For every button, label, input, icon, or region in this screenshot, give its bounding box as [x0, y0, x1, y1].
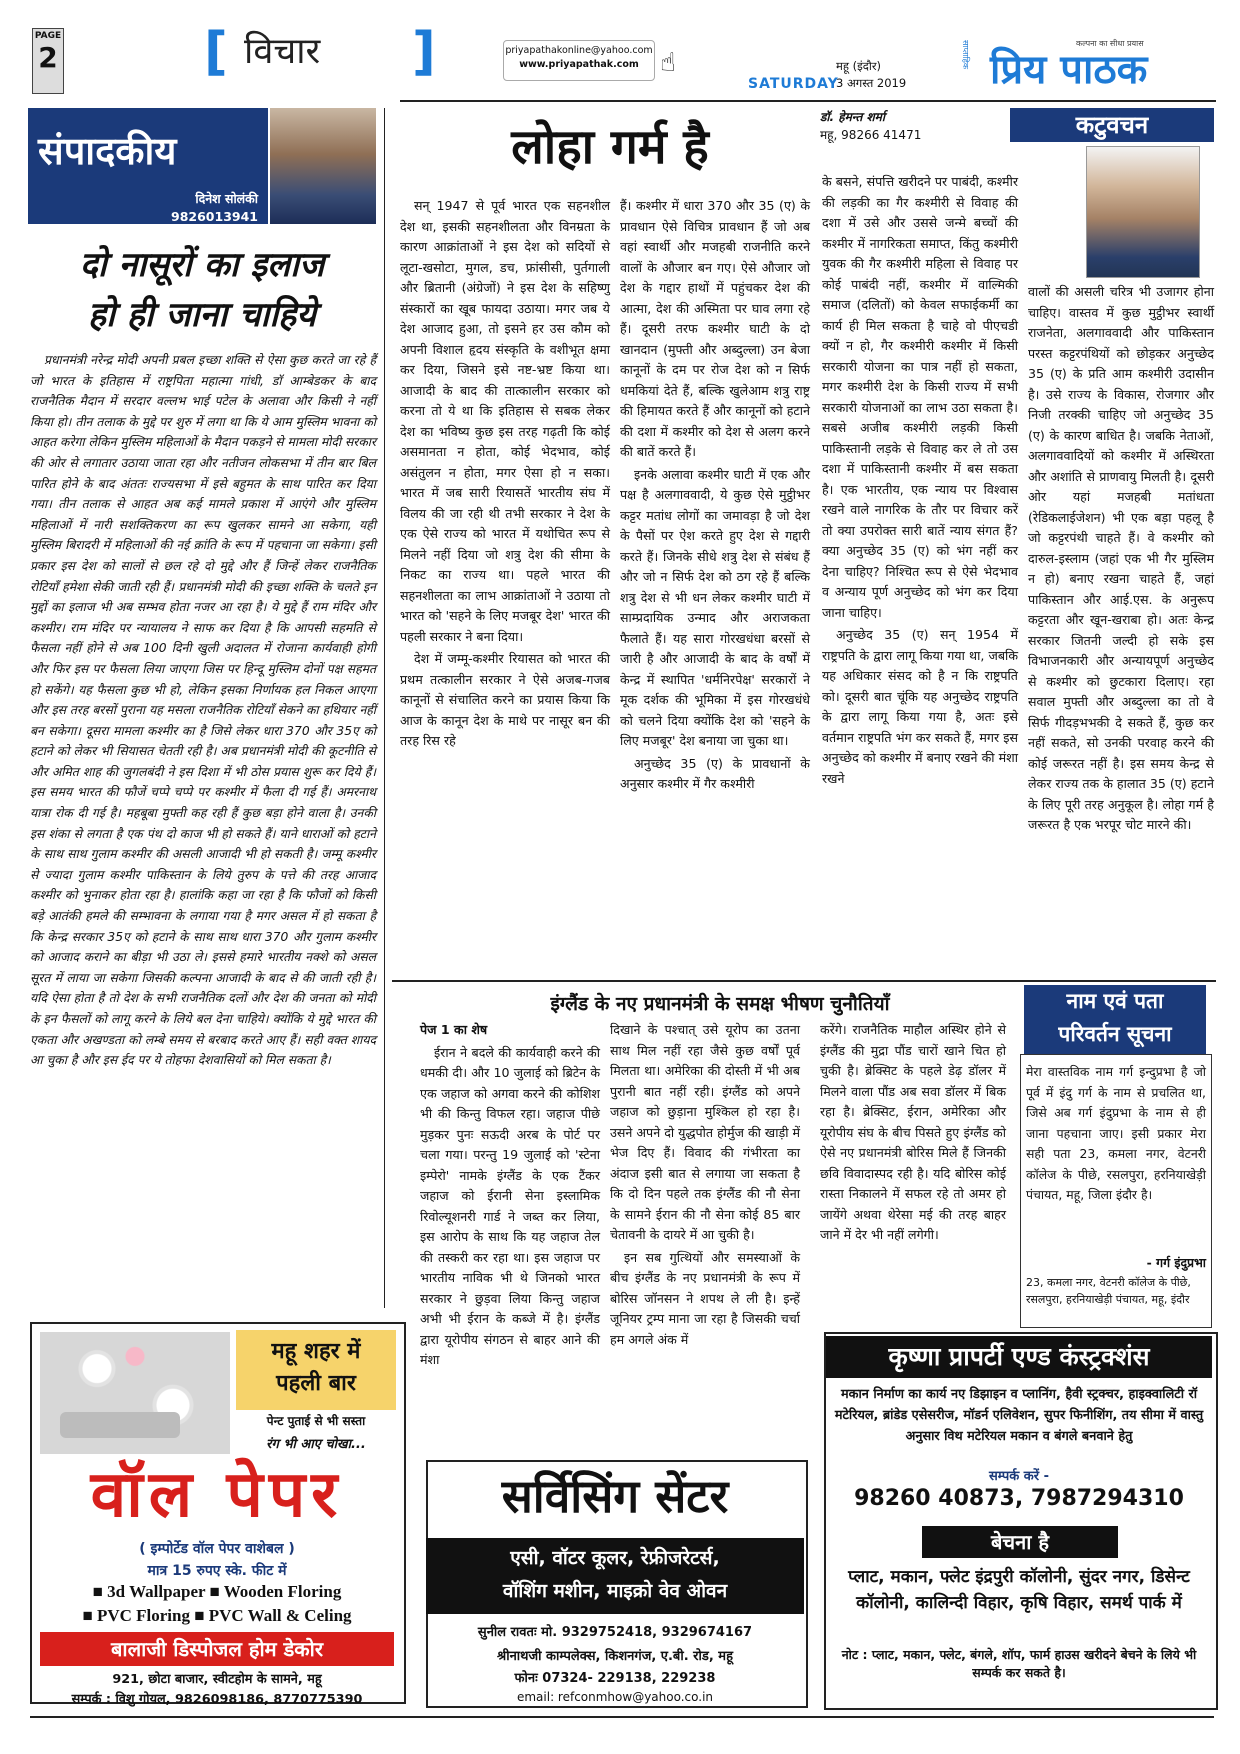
krishna-phone: 98260 40873, 7987294310 [854, 1486, 1184, 1511]
name-change-body [1026, 1062, 1206, 1252]
krishna-sell-label: बेचना है [922, 1526, 1118, 1558]
katuvachan-author-block [820, 108, 921, 144]
editorial-label: संपादकीय [38, 129, 177, 173]
katuvachan-col4 [1028, 282, 1214, 978]
contact-box [503, 40, 655, 81]
name-change-signature: - गर्ग इंदुप्रभा [1146, 1255, 1206, 1270]
england-col1 [420, 1020, 600, 1367]
england-col2-para1: दिखाने के पश्चात् उसे यूरोप का उतना साथ मिल नहीं रहा जैसे कुछ वर्षों पूर्व मिलता था। अमेरिका की दोस्ती में भी अब पुरानी बात नहीं रही। इंग्लैंड को अपने जहाज को छुड़ाना मुश्किल हो रहा है। उसने अपने दो युद्धपोत होर्मुज की खाड़ी में भेज दिए हैं। विवाद की गंभीरता का अंदाज इसी बात से लगाया जा सकता है कि दो दिन पहले तक इंग्लैंड की नौ सेना के सामने ईरान की नौ सेना कोई 85 बार चेतावनी के दायरे में आ चुकी है। [610, 1022, 800, 1242]
name-change-text: मेरा वास्तविक नाम गर्ग इन्दुप्रभा है जो पूर्व में इंदु गर्ग के नाम से प्रचलित था, जिसे अब गर्ग इंदुप्रभा के नाम से ही जाना पहचाना जाए। इसी प्रकार मेरा सही पता 23, कमला नगर, वेटनरी कॉलेज के पीछे, रसलपुरा, हरनियाखेड़ी पंचायत, महू, जिला इंदौर है। [1026, 1064, 1206, 1202]
name-change-address: 23, कमला नगर, वेटनरी कॉलेज के पीछे, रसलपुरा, हरनियाखेड़ी पंचायत, महू, इंदौर [1026, 1276, 1191, 1306]
wallpaper-ad-sub [38, 1538, 396, 1582]
page-number-box [32, 28, 64, 94]
section-bracket-right: ] [412, 22, 436, 82]
issue-day: SATURDAY [748, 76, 839, 92]
section-title: विचार [244, 31, 321, 72]
england-col2 [610, 1020, 800, 1347]
page-label: PAGE [34, 31, 62, 41]
wallpaper-list1: ■ 3d Wallpaper ■ Wooden Floring [92, 1582, 342, 1601]
wallpaper-list2: ■ PVC Floring ■ PVC Wall & Celing [82, 1606, 352, 1625]
katuvachan-contact: महू, 98266 41471 [820, 128, 922, 142]
katuvachan-col3 [822, 172, 1018, 978]
page-number: 2 [38, 41, 58, 74]
servicing-email[interactable]: email: refconmhow@yahoo.co.in [516, 1690, 714, 1704]
dateline [836, 58, 906, 92]
pointer-hand-icon: ☝ [660, 48, 676, 78]
servicing-contact: सुनील रावतः मो. 9329752418, 9329674167 [477, 1625, 753, 1640]
editorial-title [28, 240, 376, 340]
mid-rule [392, 980, 1216, 982]
servicing-services [426, 1538, 804, 1614]
editorial-title-line2: हो ही जाना चाहिये [88, 295, 316, 335]
issue-date: 3 अगस्त 2019 [836, 76, 907, 90]
katuvachan-col3-para1: के बसने, संपत्ति खरीदने पर पाबंदी, कश्मीर की लड़की का गैर कश्मीरी से विवाह की दशा में उसे और उससे जन्मे बच्चों की कश्मीर में नागरिकता समाप्त, किंतु कश्मीरी युवक की गैर कश्मीरी महिला से विवाह पर कोई पाबंदी नहीं, कश्मीर में वाल्मिकी समाज (दलितों) को केवल सफाईकर्मी का कार्य ही मिल सकता है चाहे वो पीएचडी क्यों न हो, गैर कश्मीरी कश्मीर में किसी सरकारी योजना का पात्र नहीं हो सकता, मगर कश्मीरी देश के किसी राज्य में सभी सरकारी योजनाओं का लाभ उठा सकता है। सबसे अजीब कश्मीरी लड़की किसी पाकिस्तानी लड़के से विवाह कर ले तो उस दशा में पाकिस्तानी कश्मीर में बस सकता है। एक भारतीय, एक न्याय पर विश्वास रखने वाले नागरिक के तौर पर विचार करें तो क्या उपरोक्त सारी बातें न्याय संगत हैं? क्या अनुच्छेद 35 (ए) को भंग नहीं कर देना चाहिए? निश्चित रूप से ऐसे भेदभाव व अन्याय पूर्ण अनुच्छेद को भंग कर दिया जाना चाहिए। [822, 174, 1018, 620]
name-change-title-line1: नाम एवं पता [1066, 989, 1164, 1013]
header-rule [400, 100, 1216, 102]
masthead-tagline: कल्पना का सीधा प्रयास [1076, 39, 1144, 48]
wallpaper-headline-line1: महू शहर में [271, 1339, 361, 1364]
editorial-author: दिनेश सोलंकी [195, 191, 258, 206]
main-col2-para2: इनके अलावा कश्मीर घाटी में एक और पक्ष है अलगाववादी, ये कुछ ऐसे मुट्ठीभर कट्टर मतांध लोगों का जमावड़ा है जो देश के पैसों पर ऐश करते हुए देश से गद्दारी करते हैं। जिनके सीधे शत्रु देश से संबंध हैं और जो न सिर्फ देश को ठग रहे हैं बल्कि शत्रु देश से भी धन लेकर कश्मीर घाटी में साम्प्रदायिक उन्माद और अराजकता फैलाते हैं। यह सारा गोरखधंधा बरसों से जारी है और आजादी के बाद के वर्षों में केन्द्र में स्थापित 'धर्मनिरपेक्ष' सरकारों ने मूक दर्शक की भूमिका में इस गोरखधंधे को चलने दिया क्योंकि देश को 'सहने के लिए मजबूर' देश बनाया जा चुका था। [620, 466, 810, 748]
wallpaper-contact: सम्पर्क : विशु गोयल, 9826098186, 8770775390 [71, 1692, 363, 1707]
wallpaper-sub1: ( इम्पोर्टेड वॉल पेपर वाशेबल ) [139, 1541, 295, 1557]
katuvachan-author: डॉ. हेमन्त शर्मा [820, 110, 885, 124]
main-col1-para1: सन् 1947 से पूर्व भारत एक सहनशील देश था, इसकी सहनशीलता और विनम्रता के कारण आक्रांताओं ने इस देश को सदियों से लूटा-खसोटा, मुगल, डच, फ्रांसीसी, पुर्तगाली और ब्रितानी (अंग्रेजों) ने इस देश के सहिष्णु संस्कारों का खूब फायदा उठाया। मगर जब ये देश आजाद हुआ, तो इसने हर उस कौम को अपनी विशाल हृदय संस्कृति के वशीभूत क्षमा कर दिया, जिसने इसे नष्ट-भ्रष्ट किया था। आजादी के बाद की तात्कालीन सरकार को करना तो ये था कि इतिहास से सबक लेकर देश का भविष्य कुछ इस तरह गढ़ती कि कोई असमानता न होता, कोई भेदभाव, कोई असंतुलन न होता, मगर ऐसा हो न सका। भारत में जब सारी रियासतें भारतीय संघ में विलय की जा रही थी तभी सरकार ने देश के एक ऐसे राज्य को भारत में यथोचित रूप से मिलने नहीं दिया जो शत्रु देश की सीमा के निकट का राज्य था। पहले भारत की सहनशीलता का लाभ आक्रांताओं ने उठाया तो भारत को 'सहने के लिए मजबूर देश' भारत की पहली सरकार ने बना दिया। [400, 198, 610, 644]
masthead-logo: प्रिय पाठक [990, 47, 1148, 93]
columnist-photo [1086, 146, 1200, 278]
england-col1-para: ईरान ने बदले की कार्यवाही करने की धमकी दी। और 10 जुलाई को ब्रिटेन के एक जहाज को अगवा करने की कोशिश भी की किन्तु विफल रहा। जहाज पीछे मुड़कर पुनः सऊदी अरब के पोर्ट पर चला गया। परन्तु 19 जुलाई को 'स्टेना इम्पेरो' नामके इंग्लैंड के एक टैंकर जहाज को ईरानी सेना इस्लामिक रिवोल्यूशनरी गार्ड ने जब्त कर लिया, इस आरोप के साथ कि यह जहाज तेल की तस्करी कर रहा था। इस जहाज पर भारतीय नाविक भी थे जिनको भारत सरकार ने छुड़वा लिया किन्तु जहाज अभी भी ईरान के कब्जे में है। इंग्लैंड द्वारा यूरोपीय संगठन से बाहर आने की मंशा [420, 1044, 600, 1367]
katuvachan-header: कटुवचन [1010, 108, 1214, 142]
footer-rule [30, 1716, 1214, 1718]
wallpaper-tag1: पेन्ट पुताई से भी सस्ता [266, 1414, 366, 1428]
krishna-contact-label: सम्पर्क करें - [988, 1469, 1050, 1484]
editorial-header [28, 108, 268, 224]
wallpaper-address: 921, छोटा बाजार, स्वीटहोम के सामने, महू [112, 1672, 322, 1687]
main-col1-para2: देश में जम्मू-कश्मीर रियासत को भारत की प्रथम तत्कालीन सरकार ने ऐसे अजब-गजब कानूनों से संचालित करने का प्रयास किया कि आज के कानून देश के माथे पर नासूर बन की तरह रिस रहे [400, 651, 610, 748]
england-col3 [820, 1020, 1006, 1310]
header-website[interactable]: www.priyapathak.com [519, 59, 639, 70]
wallpaper-headline-line2: पहली बार [276, 1371, 356, 1396]
krishna-body: मकान निर्माण का कार्य नए डिझाइन व प्लानिंग, हैवी स्ट्रक्चर, हाइक्वालिटी रॉ मटेरियल, ब्रांडेड एसेसरीज, मॉडर्न एलिवेशन, सुपर फिनीशिंग, तय सीमा में वास्तु अनुसार विथ मटेरियल मकान व बंगले बनवाने हेतु [834, 1387, 1204, 1444]
column-rule-1 [384, 108, 385, 1308]
krishna-sell-list: प्लाट, मकान, फ्लेट इंद्रपुरी कॉलोनी, सुंदर नगर, डिसेन्ट कॉलोनी, कालिन्दी विहार, कृषि विहार, समर्थ पार्क में [848, 1567, 1190, 1613]
main-col2-para3: अनुच्छेद 35 (ए) के प्रावधानों के अनुसार कश्मीर में गैर कश्मीरी [620, 755, 810, 791]
main-article-col2 [620, 196, 810, 978]
wallpaper-contact-block [38, 1670, 396, 1710]
editorial-phone: 9826013941 [171, 209, 258, 224]
wallpaper-tag2: रंग भी आए चोखा... [266, 1437, 366, 1452]
section-bracket-left: [ [204, 22, 228, 82]
krishna-title: कृष्णा प्रापर्टी एण्ड कंस्ट्रक्शंस [826, 1336, 1212, 1378]
servicing-line1: एसी, वॉटर कूलर, रेफ्रीजरेटर्स, [510, 1547, 720, 1569]
main-article-title: लोहा गर्म है [511, 119, 709, 175]
main-article-col1 [400, 196, 610, 978]
krishna-note: नोट : प्लाट, मकान, फ्लेट, बंगले, शॉप, फार्म हाउस खरीदने बेचने के लिये भी सम्पर्क कर सकते है। [841, 1647, 1197, 1680]
issue-place: महू (इंदौर) [836, 59, 882, 73]
wallpaper-ad-title: वॉल पेपर [90, 1458, 344, 1532]
england-col3-para: करेंगे। राजनैतिक माहौल अस्थिर होने से इंग्लैंड की मुद्रा पौंड चारों खाने चित हो चुकी है। ब्रेक्सिट के पहले डेढ़ डॉलर में मिलने वाला पौंड अब सवा डॉलर में बिक रहा है। ब्रेक्सिट, ईरान, अमेरिका और यूरोपीय संघ के बीच पिसते हुए इंग्लैंड को ऐसे नए प्रधानमंत्री बोरिस मिले हैं जिनकी छवि विवादास्पद रही है। यदि बोरिस कोई रास्ता निकालने में सफल रहे तो अमर हो जायेंगे अथवा थेरेसा मई की तरह बाहर जाने में देर भी नहीं लगेगी। [820, 1022, 1006, 1242]
sofa-illustration [60, 1412, 180, 1438]
editorial-title-line1: दो नासूरों का इलाज [79, 245, 325, 285]
servicing-title: सर्विसिंग सेंटर [501, 1469, 729, 1523]
wallpaper-shop-name: बालाजी डिस्पोजल होम डेकोर [40, 1632, 394, 1666]
header-email[interactable]: priyapathakonline@yahoo.com [505, 45, 653, 56]
main-col2-para1: हैं। कश्मीर में धारा 370 और 35 (ए) के प्रावधान ऐसे विचित्र प्रावधान हैं जो अब वहां स्वार्थी और मजहबी राजनीति करने वालों के औजार बन गए। ऐसे औजार जो देश के गद्दार हाथों में पहुंचकर देश की आत्मा, देश की अस्मिता पर घाव लगा रहे हैं। दूसरी तरफ कश्मीर घाटी के दो खानदान (मुफ्ती और अब्दुल्ला) उन बेजा कानूनों के दम पर रोज देश को न सिर्फ धमकियां देते हैं, बल्कि खुलेआम शत्रु राष्ट्र की हिमायत करते हैं और कानूनों को हटाने की दशा में कश्मीर को देश से अलग करने की बातें करते हैं। [620, 198, 810, 459]
editorial-paragraph: प्रधानमंत्री नरेन्द्र मोदी अपनी प्रबल इच्छा शक्ति से ऐसा कुछ करते जा रहे हैं जो भारत के इतिहास में राष्ट्रपिता महात्मा गांधी, डॉ आम्बेडकर के बाद राजनैतिक मैदान में सरदार वल्लभ भाई पटेल के अलावा और किसी ने नहीं किया हो। तीन तलाक के मुद्दे पर शुरु में लगा था कि ये आम मुस्लिम भावना को आहत करेगा लेकिन मुस्लिम महिलाओं के मैदान पकड़ने से मामला मोदी सरकार की ओर से लगातार उठाया जाता रहा और नतीजन लोकसभा में तीन बार बिल पारित होने के बाद अंततः राज्यसभा में इसे बहुमत के साथ पारित कर दिया गया। तीन तलाक से आहत अब कई मामले प्रकाश में आएंगे और मुस्लिम महिलाओं में नारी सशक्तिकरण का रूप खुलकर सामने आ सकेगा, यही मुस्लिम बिरादरी में महिलाओं की नई क्रांति के रूप में पहचाना जा सकेगा। इसी प्रकार इस देश को सालों से छल रहे दो मुद्दे और हैं जिन्हें लेकर राजनैतिक रोटियाँ हमेशा सेकी जाती रही हैं। प्रधानमंत्री मोदी की इच्छा शक्ति के चलते इन मुद्दों का इलाज भी अब सम्भव होता नजर आ रहा है। ये मुद्दे हैं राम मंदिर और कश्मीर। राम मंदिर पर न्यायालय ने साफ कर दिया है कि आपसी सहमति से फैसला नहीं होने से अब 100 दिनी खुली अदालत में रोजाना कार्यवाही होगी और फिर इस पर फैसला लिया जाएगा जिस पर हिन्दू मुस्लिम दोनों पक्ष सहमत हो सकेंगे। यह फैसला कुछ भी हो, लेकिन इसका निर्णायक हल निकल आएगा और इस तरह बरसों पुराना यह मसला राजनैतिक रोटियाँ सेकने का हथियार नहीं बन सकेगा। दूसरा मामला कश्मीर का है जिसे लेकर धारा 370 और 35ए को हटाने को लेकर भी सियासत चेतती रही है। अब प्रधानमंत्री मोदी की कूटनीति से और अमित शाह की जुगलबंदी ने इस दिशा में भी ठोस प्रयास शुरू कर दिये हैं। इस समय भारत की फौजें चप्पे चप्पे पर कश्मीर में फैला दी गई हैं। अमरनाथ यात्रा रोक दी गई है। महबूबा मुफ्ती कह रही हैं कुछ बड़ा होने वाला है। उनकी इस शंका से लगता है एक पंथ दो काज भी हो सकते हैं। याने धाराओं को हटाने के साथ साथ गुलाम कश्मीर की असली आजादी भी हो सकती है। जम्मू कश्मीर से ज्यादा गुलाम कश्मीर पाकिस्तान के लिये तुरुप के पत्ते की तरह आजाद कश्मीर को भुनाकर होता रहा है। हालांकि कहा जा रहा है कि फौजों को किसी बड़े आतंकी हमले की सम्भावना के लगाया गया है मगर असल में हो सकता है कि केन्द्र सरकार 35ए को हटाने के साथ साथ धारा 370 और गुलाम कश्मीर को आजाद कराने का बीड़ा भी उठा ले। इससे हमारे भारतीय नक्शे को असल सूरत में लाया जा सकेगा जिसकी कल्पना आजादी के बाद से की जाती रही है। यदि ऐसा होता है तो देश के सभी राजनैतिक दलों और देश की जनता को मोदी के इन फैसलों को लागू करने के लिये बल देना चाहिये। क्योंकि ये मुद्दे भारत की एकता और अखण्डता को लम्बे समय से बरबाद करते आए हैं। सही वक्त शायद आ चुका है और इस ईद पर ये तोहफा देशवासियों को मिल सकता है। [30, 353, 377, 1068]
editor-photo [270, 108, 376, 224]
england-article-title: इंग्लैंड के नए प्रधानमंत्री के समक्ष भीषण चुनौतियाँ [550, 993, 890, 1015]
name-change-header [1024, 985, 1206, 1055]
wallpaper-ad-headline [236, 1330, 396, 1410]
masthead-pre: साप्ताहिक [961, 40, 970, 70]
katuvachan-col4-para1: वालों की असली चरित्र भी उजागर होना चाहिए। वास्तव में कुछ मुट्ठीभर स्वार्थी राजनेता, अलगाववादी और पाकिस्तान परस्त कट्टरपंथियों को छोड़कर अनुच्छेद 35 (ए) के प्रति आम कश्मीरी उदासीन है। उसे राज्य के विकास, रोजगार और निजी तरक्की चाहिए जो अनुच्छेद 35 (ए) के कारण बाधित है। जबकि नेताओं, अलगाववादियों को कश्मीर में अस्थिरता और अशांति से प्राणवायु मिलती है। दूसरी ओर यहां मजहबी मतांधता (रेडिकलाईजेशन) भी एक बड़ा पहलू है जो कट्टरपंथी चाहते हैं। वे कश्मीर को दारुल-इस्लाम (जहां एक भी गैर मुस्लिम न हो) बनाए रखना चाहते हैं, जहां पाकिस्तान और आई.एस. के अनुरूप कट्टरता और खून-खराबा हो। अतः केन्द्र सरकार जितनी जल्दी हो सके इस विभाजनकारी और अन्यायपूर्ण अनुच्छेद से कश्मीर को छुटकारा दिलाए। रहा सवाल मुफ्ती और अब्दुल्ला का तो वे सिर्फ गीदड़भभकी दे सकते हैं, कुछ कर नहीं सकते, सो उनकी परवाह करने की कोई जरूरत नहीं है। इस समय केन्द्र से लेकर राज्य तक के हालात 35 (ए) हटाने के लिए पूरी तरह अनुकूल है। लोहा गर्म है जरूरत है एक भरपूर चोट मारने की। [1028, 284, 1214, 832]
servicing-line2: वॉशिंग मशीन, माइक्रो वेव ओवन [502, 1580, 728, 1602]
editorial-author-block [158, 190, 258, 226]
editorial-body [30, 350, 376, 1308]
england-col2-para2: इन सब गुत्थियों और समस्याओं के बीच इंग्लैंड के नए प्रधानमंत्री के रूप में बोरिस जॉनसन ने शपथ ले ली है। इन्हें जूनियर ट्रम्प माना जा रहा है जिसकी चर्चा हम अगले अंक में [610, 1249, 800, 1347]
servicing-address: श्रीनाथजी काम्पलेक्स, किशनगंज, ए.बी. रोड, महू [497, 1649, 733, 1664]
katuvachan-col3-para2: अनुच्छेद 35 (ए) सन् 1954 में राष्ट्रपति के द्वारा लागू किया गया था, जबकि यह अधिकार संसद को है न कि राष्ट्रपति को। दूसरी बात चूंकि यह अनुच्छेद राष्ट्रपति के द्वारा लागू किया गया है, अतः इसे वर्तमान राष्ट्रपति भंग कर सकते हैं, मगर इस अनुच्छेद को कश्मीर में बनाए रखने की मंशा रखने [822, 627, 1018, 786]
wallpaper-sub2: मात्र 15 रुपए स्के. फीट में [147, 1563, 287, 1579]
england-continued: पेज 1 का शेष [420, 1022, 488, 1037]
name-change-title-line2: परिवर्तन सूचना [1058, 1022, 1172, 1046]
servicing-phone: फोनः 07324- 229138, 229238 [514, 1671, 716, 1686]
wallpaper-product-list [38, 1580, 396, 1628]
